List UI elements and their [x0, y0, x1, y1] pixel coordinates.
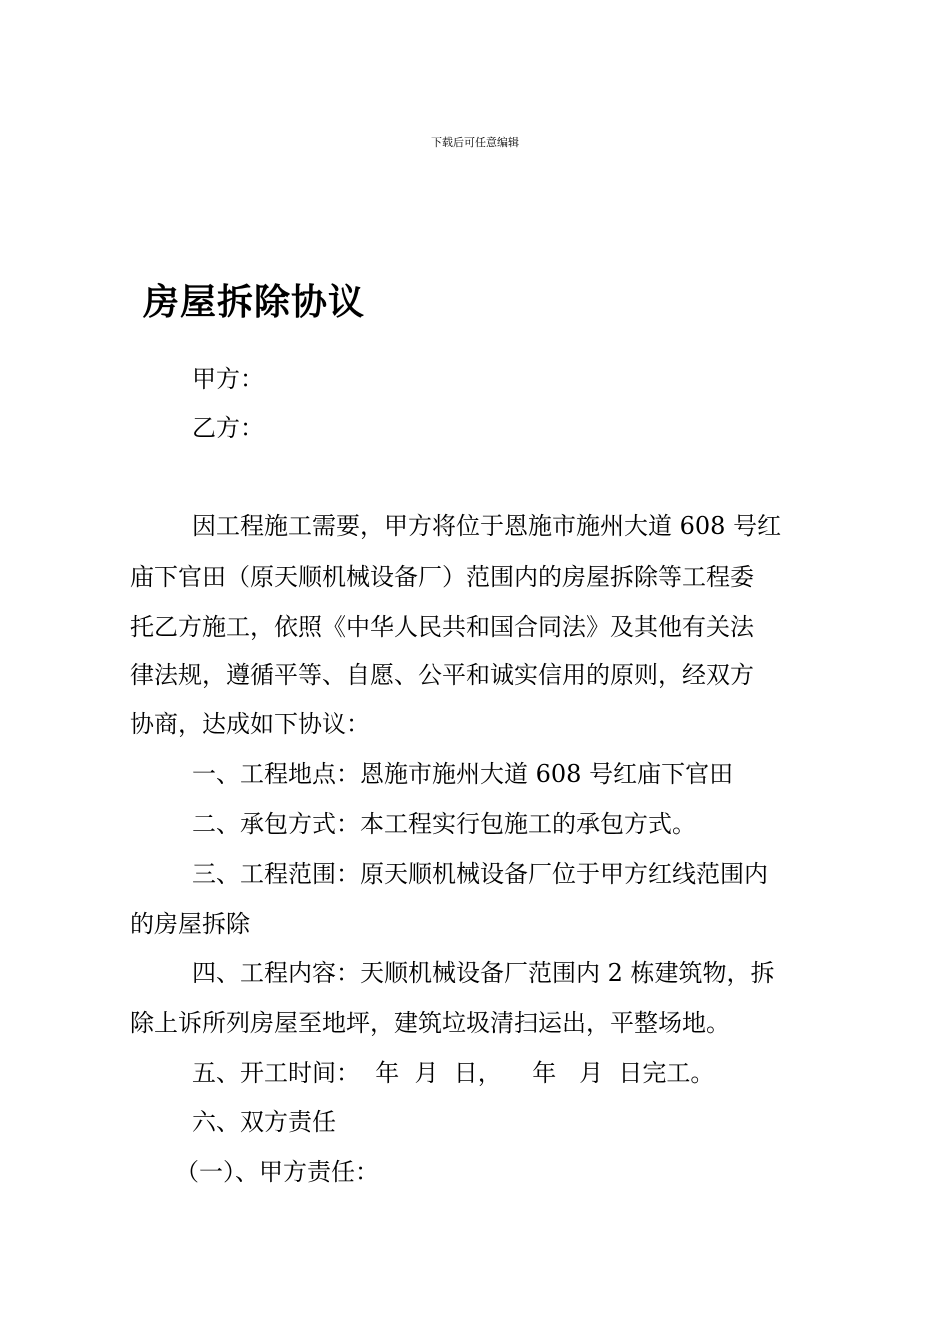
clause-1: 一、工程地点：恩施市施州大道 608 号红庙下官田 — [192, 760, 734, 788]
clause-4-line-1: 四、工程内容：天顺机械设备厂范围内 2 栋建筑物，拆 — [192, 959, 775, 987]
clause-3-line-2: 的房屋拆除 — [130, 910, 250, 938]
document-title: 房屋拆除协议 — [143, 282, 366, 323]
intro-line-1: 因工程施工需要，甲方将位于恩施市施州大道 608 号红 — [192, 512, 782, 540]
intro-line-2: 庙下官田（原天顺机械设备厂）范围内的房屋拆除等工程委 — [130, 563, 754, 591]
intro-line-4: 律法规，遵循平等、自愿、公平和诚实信用的原则，经双方 — [130, 661, 754, 689]
clause-4-line-2: 除上诉所列房屋至地坪，建筑垃圾清扫运出，平整场地。 — [130, 1009, 730, 1037]
party-a-line: 甲方： — [192, 365, 264, 393]
clause-6-1: （一）、甲方责任： — [175, 1158, 379, 1186]
clause-6: 六、双方责任 — [192, 1108, 336, 1136]
clause-5: 五、开工时间： 年 月 日， 年 月 日完工。 — [192, 1059, 715, 1087]
clause-2: 二、承包方式：本工程实行包施工的承包方式。 — [192, 810, 696, 838]
clause-3-line-1: 三、工程范围：原天顺机械设备厂位于甲方红线范围内 — [192, 860, 768, 888]
header-note: 下载后可任意编辑 — [431, 136, 519, 149]
intro-line-5: 协商，达成如下协议： — [130, 710, 370, 738]
intro-line-3: 托乙方施工，依照《中华人民共和国合同法》及其他有关法 — [130, 613, 754, 641]
party-b-line: 乙方： — [192, 414, 264, 442]
